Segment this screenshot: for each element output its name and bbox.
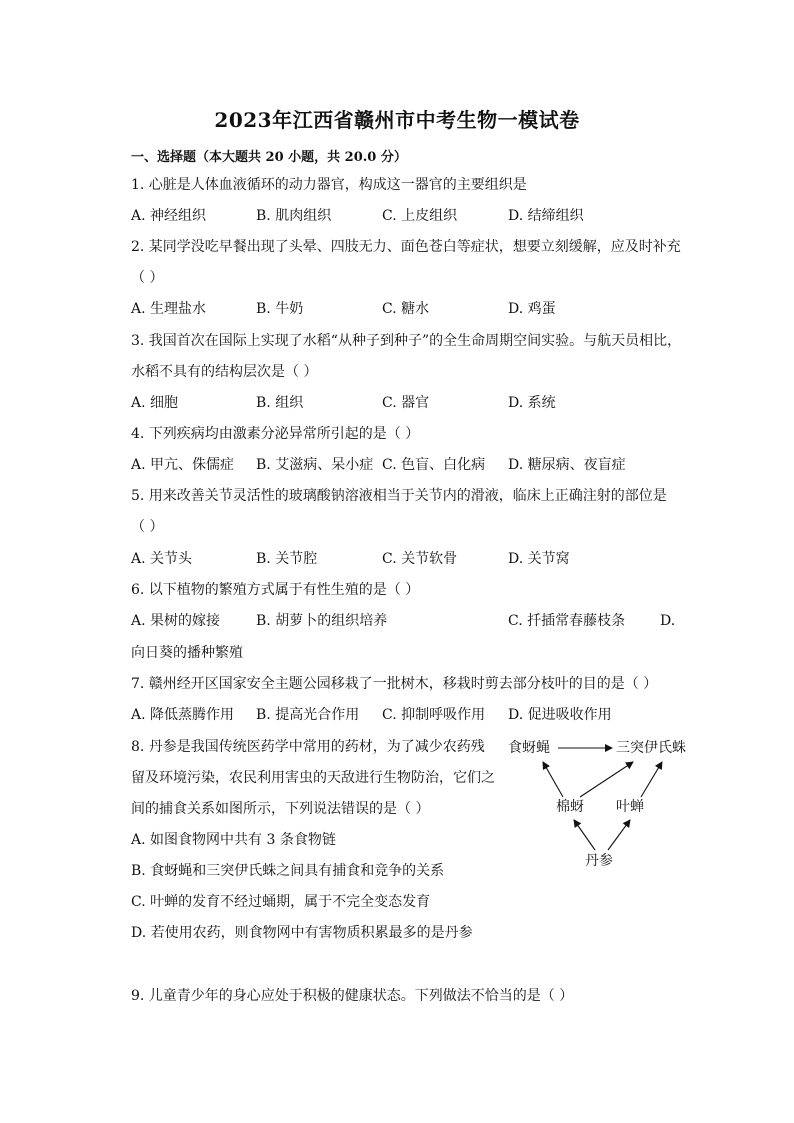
q6-option-d: D. [660, 613, 676, 629]
node-spider: 三突伊氏蛛 [616, 740, 686, 756]
q3-option-d: D. 系统 [508, 395, 556, 411]
q7-option-a: A. 降低蒸腾作用 [131, 707, 235, 723]
exam-title: 2023年江西省赣州市中考生物一模试卷 [214, 108, 580, 132]
question-9-stem: 9. 儿童青少年的身心应处于积极的健康状态。下列做法不恰当的是（ ） [131, 988, 574, 1004]
food-web-arrows [500, 730, 720, 880]
q8-option-d: D. 若使用农药，则食物网中有害物质积累最多的是丹参 [131, 925, 473, 941]
q2-option-c: C. 糖水 [382, 301, 430, 317]
question-2-blank: （ ） [131, 270, 164, 286]
question-2-stem: 2. 某同学没吃早餐出现了头晕、四肢无力、面色苍白等症状，想要立刻缓解，应及时补充 [131, 239, 681, 255]
question-3-stem-cont: 水稻不具有的结构层次是（ ） [131, 364, 318, 380]
q8-option-b: B. 食蚜蝇和三突伊氏蛛之间具有捕食和竞争的关系 [131, 863, 445, 879]
q5-option-b: B. 关节腔 [256, 551, 318, 567]
arrow-aphid-to-syrphid [543, 762, 563, 797]
q3-option-b: B. 组织 [256, 395, 304, 411]
q7-option-c: C. 抑制呼吸作用 [382, 707, 486, 723]
q1-option-b: B. 肌肉组织 [256, 208, 332, 224]
q4-option-a: A. 甲亢、侏儒症 [131, 457, 235, 473]
node-syrphid-fly: 食蚜蝇 [508, 740, 550, 756]
q6-option-c: C. 扦插常春藤枝条 [508, 613, 626, 629]
q1-option-d: D. 结缔组织 [508, 208, 584, 224]
q3-option-a: A. 细胞 [131, 395, 179, 411]
q5-option-a: A. 关节头 [131, 551, 193, 567]
q6-option-b: B. 胡萝卜的组织培养 [256, 613, 388, 629]
q8-option-c: C. 叶蝉的发育不经过蛹期，属于不完全变态发育 [131, 894, 431, 910]
arrow-salvia-to-aphid [574, 820, 595, 850]
question-5-stem: 5. 用来改善关节灵活性的玻璃酸钠溶液相当于关节内的滑液，临床上正确注射的部位是 [131, 488, 667, 504]
node-leafhopper: 叶蝉 [616, 799, 644, 815]
q6-option-a: A. 果树的嫁接 [131, 613, 221, 629]
q5-option-d: D. 关节窝 [508, 551, 570, 567]
node-aphid: 棉蚜 [556, 799, 584, 815]
q7-option-d: D. 促进吸收作用 [508, 707, 612, 723]
q4-option-c: C. 色盲、白化病 [382, 457, 486, 473]
q8-option-a: A. 如图食物网中共有 3 条食物链 [131, 832, 336, 848]
question-1-stem: 1. 心脏是人体血液循环的动力器官，构成这一器官的主要组织是 [131, 177, 527, 193]
q4-option-b: B. 艾滋病、呆小症 [256, 457, 374, 473]
q1-option-c: C. 上皮组织 [382, 208, 458, 224]
question-6-stem: 6. 以下植物的繁殖方式属于有性生殖的是（ ） [131, 582, 420, 598]
q3-option-c: C. 器官 [382, 395, 430, 411]
node-salvia: 丹参 [585, 853, 613, 869]
question-4-stem: 4. 下列疾病均由激素分泌异常所引起的是（ ） [131, 426, 420, 442]
q2-option-a: A. 生理盐水 [131, 301, 207, 317]
question-8-stem-line-2: 留及环境污染，农民利用害虫的天敌进行生物防治，它们之 [131, 770, 495, 786]
q2-option-d: D. 鸡蛋 [508, 301, 556, 317]
q6-option-d-text: 向日葵的播种繁殖 [131, 645, 243, 661]
question-8-stem-line-3: 间的捕食关系如图所示，下列说法错误的是（ ） [131, 801, 430, 817]
question-7-stem: 7. 赣州经开区国家安全主题公园移栽了一批树木，移栽时剪去部分枝叶的目的是（ ） [131, 676, 658, 692]
question-3-stem: 3. 我国首次在国际上实现了水稻“从种子到种子”的全生命周期空间实验。与航天员相比， [131, 333, 682, 349]
q4-option-d: D. 糖尿病、夜盲症 [508, 457, 626, 473]
q7-option-b: B. 提高光合作用 [256, 707, 360, 723]
arrow-aphid-to-spider [580, 762, 633, 797]
question-5-blank: （ ） [131, 519, 164, 535]
q5-option-c: C. 关节软骨 [382, 551, 458, 567]
question-8-stem-line-1: 8. 丹参是我国传统医药学中常用的药材，为了减少农药残 [131, 739, 485, 755]
arrow-salvia-to-leafhopper [608, 820, 630, 850]
q1-option-a: A. 神经组织 [131, 208, 207, 224]
section-heading: 一、选择题（本大题共 20 小题，共 20.0 分） [131, 150, 407, 165]
arrow-leafhopper-to-spider [641, 762, 662, 797]
q2-option-b: B. 牛奶 [256, 301, 304, 317]
